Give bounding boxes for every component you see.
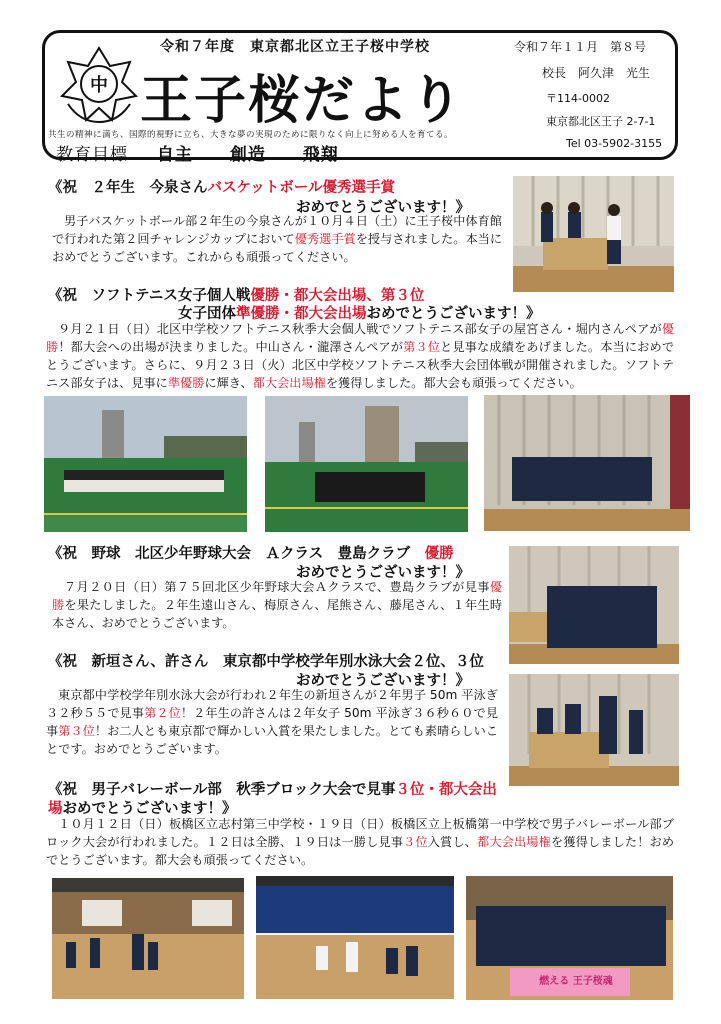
principal-name: 校長 阿久津 光生 [542, 66, 651, 80]
article-body [46, 686, 498, 758]
body-text: と見事な成績をあげました。本当におめでとうございます。さらに、９月２３日（火）北区中学校ソフトテニス秋季大会団体戦が開催されました。ソフトテニス部女子は、見事に [46, 340, 675, 390]
title-text: 《祝 男子バレーボール部 秋季ブロック大会で見事 [48, 782, 396, 798]
body-highlight: ３位 [403, 835, 428, 849]
body-text: を獲得しました！おめでとうございます。都大会も頑張ってください。 [46, 835, 675, 867]
team-banner-text: 燃える 王子桜魂 [539, 976, 613, 987]
article-body [52, 212, 502, 266]
article-body [46, 815, 674, 869]
goal-item: 創造 [229, 145, 266, 165]
body-text: ！都大会への出場が決まりました。中山さん・瀧澤さんペアが [58, 340, 404, 354]
school-address: 東京都北区王子 2-7-1 [546, 115, 656, 128]
title-highlight: ３位・都大会出 [395, 782, 497, 798]
body-text: 男子バスケットボール部２年生の今泉さんが１０月４日（土）に王子桜中体育館で行われた第２回チャレンジカップにおいて [52, 214, 502, 246]
tennis-team-photo-1 [44, 396, 247, 532]
volleyball-team-photo [466, 876, 673, 1000]
body-highlight: 第２位 [144, 706, 181, 720]
goal-item: 自主 [156, 145, 193, 165]
postal-code: 〒114-0002 [546, 92, 610, 105]
title-text: 《祝 ２年生 今泉さん [48, 180, 208, 196]
title-highlight: 準優勝・都大会出場 [236, 306, 367, 322]
issue-number: 令和７年１１月 第８号 [514, 40, 647, 54]
body-text: １０月１２日（日）板橋区立志村第三中学校・１９日（日）板橋区立上板橋第一中学校で男子バレーボール部ブロック大会が行われました。１２日は全勝、１９日は一勝し見事 [46, 817, 674, 849]
baseball-ceremony-photo [509, 546, 679, 664]
goal-item: 飛翔 [302, 145, 339, 165]
volleyball-match-photo-1 [52, 878, 244, 999]
body-highlight: 第３位 [58, 724, 95, 738]
school-tel: Tel 03-5902-3155 [566, 137, 663, 150]
body-text: 入賞し、 [427, 835, 478, 849]
title-text: 《祝 ソフトテニス女子個人戦 [48, 288, 251, 304]
body-highlight: 都大会出場権 [252, 376, 326, 390]
title-text: おめでとうございます！》 [62, 801, 237, 817]
body-text: 東京都中学校学年別水泳大会が行われ２年生の新垣さんが２年男子 50m 平泳ぎ３２秒５５で見事 [46, 688, 498, 720]
swimming-ceremony-photo [509, 674, 679, 786]
title-text: おめでとうございます！》 [366, 306, 541, 322]
article-body [46, 320, 674, 392]
newsletter-title: 王子桜だより [140, 71, 465, 131]
article-title [48, 176, 395, 197]
crest-char: 中 [90, 75, 108, 96]
title-highlight: 優勝 [424, 546, 454, 562]
body-text: を獲得しました。都大会も頑張ってください。 [325, 376, 582, 390]
article-title-line2: おめでとうございます！》 [296, 200, 470, 216]
tennis-team-photo-2 [265, 396, 468, 532]
body-highlight: 優秀選手賞 [294, 232, 356, 246]
title-text: 《祝 野球 北区少年野球大会 Ａクラス 豊島クラブ [48, 546, 425, 562]
body-highlight: 優勝 [52, 580, 502, 612]
body-highlight: 優勝 [46, 322, 674, 354]
body-text: ！お二人とも東京都で輝かしい入賞を果たしました。とても素晴らしいことです。おめでとうございます。 [46, 724, 499, 756]
tennis-ceremony-photo [484, 395, 690, 531]
article-title-line2: おめでとうございます！》 [296, 565, 470, 581]
school-name: 令和７年度 東京都北区立王子桜中学校 [160, 39, 430, 55]
article-body [52, 578, 502, 632]
body-text: を果たしました。２年生遠山さん、梅原さん、尾熊さん、藤尾さん、１年生時本さん、おめでとうございます。 [52, 598, 503, 630]
article-title-line2: おめでとうございます！》 [296, 673, 470, 689]
article-title: 《祝 新垣さん、許さん 東京都中学校学年別水泳大会２位、３位 [48, 654, 484, 670]
body-text: ！２年生の許さんは２年女子 50m 平泳ぎ３６秒６０で見事 [46, 706, 499, 738]
article-title [48, 778, 497, 799]
award-ceremony-photo [513, 176, 674, 292]
school-motto: 共生の精神に満ち、国際的視野に立ち、大きな夢の実現のために限りなく向上に努める人を育てる。 [48, 130, 454, 140]
body-text: を授与されました。本当におめでとうございます。これからも頑張ってください。 [52, 232, 503, 264]
body-text: ９月２１日（日）北区中学校ソフトテニス秋季大会個人戦でソフトテニス部女子の屋宮さん・堀内さんペアが [58, 322, 662, 336]
body-text: に輝き、 [204, 376, 253, 390]
education-goals [56, 140, 369, 165]
title-highlight: バスケットボール優秀選手賞 [207, 180, 395, 196]
volleyball-match-photo-2 [256, 876, 454, 999]
title-text: 女子団体 [178, 306, 236, 322]
school-crest-icon [58, 44, 140, 124]
body-text: ７月２０日（日）第７５回北区少年野球大会Ａクラスで、豊島クラブが見事 [64, 580, 490, 594]
title-highlight: 場 [48, 801, 63, 817]
body-highlight: 準優勝 [167, 376, 205, 390]
body-highlight: 都大会出場権 [477, 835, 551, 849]
body-highlight: 第３位 [403, 340, 441, 354]
goals-label: 教育目標 [56, 145, 128, 165]
title-highlight: 優勝・都大会出場、第３位 [250, 288, 425, 304]
article-title [48, 542, 454, 563]
